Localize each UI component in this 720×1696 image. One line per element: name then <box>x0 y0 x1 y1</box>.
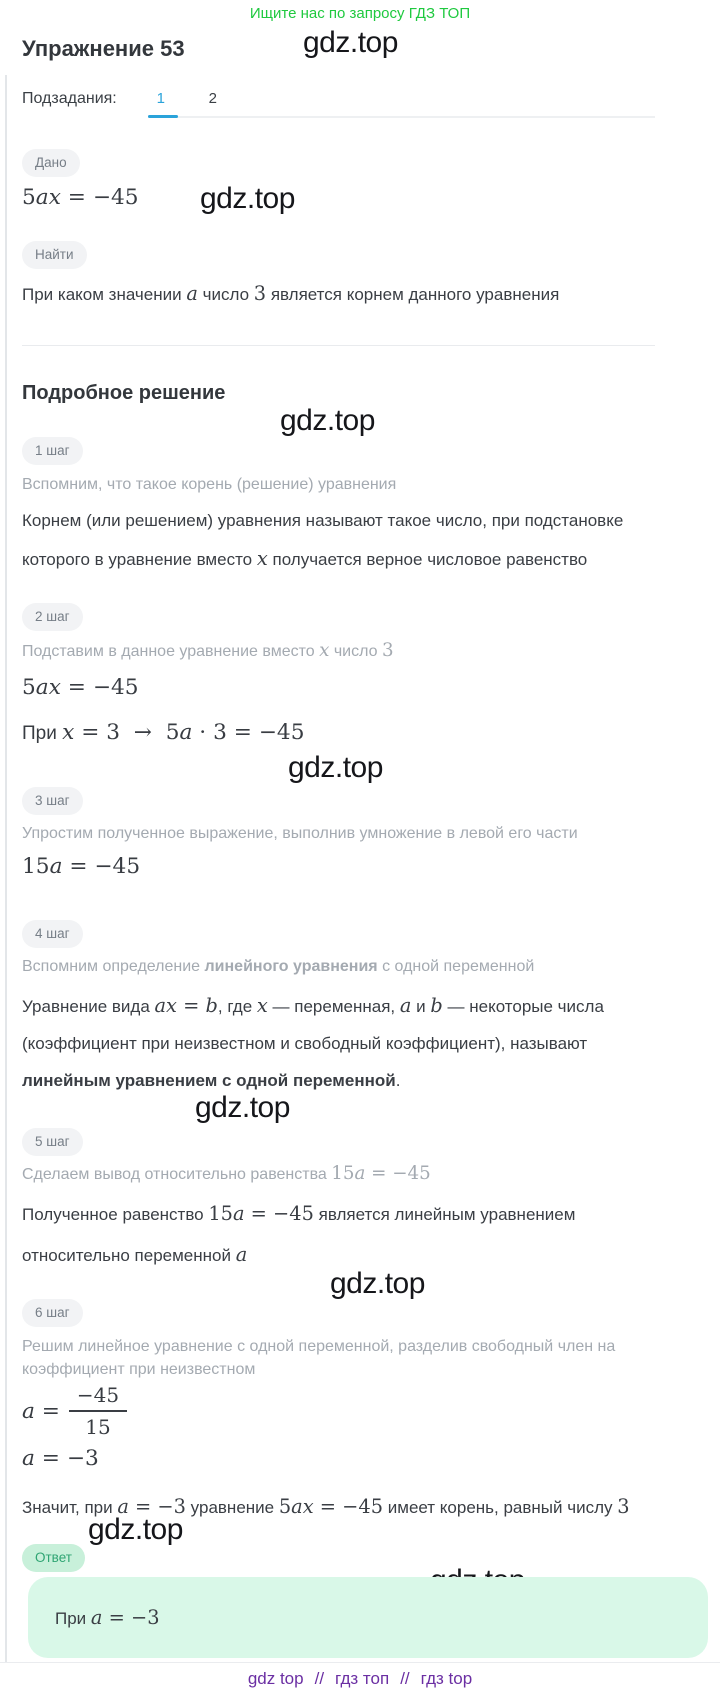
footer-links <box>0 1669 720 1689</box>
card-bottom-edge <box>0 1662 720 1663</box>
step-1-text: Корнем (или решением) уравнения называют такое число, при подстановке которого в уравнение вместо x получается верное числовое равенство <box>22 511 624 570</box>
step-5-text: Полученное равенство 15a = −45 является линейным уравнением относительно переменной a <box>22 1202 576 1266</box>
watermark: gdz.top <box>195 1091 290 1124</box>
find-badge: Найти <box>22 241 87 269</box>
given-equation: 5ax = −45 <box>22 185 139 210</box>
given-badge: Дано <box>22 149 80 177</box>
watermark: gdz.top <box>303 26 398 59</box>
find-text: При каком значении a число 3 является корнем данного уравнения <box>22 282 560 305</box>
footer-link-2[interactable]: гдз топ <box>335 1669 390 1688</box>
step-2-description: Подставим в данное уравнение вместо x число 3 <box>22 640 394 661</box>
watermark: gdz.top <box>280 404 375 437</box>
fraction <box>69 1383 127 1439</box>
active-tab-underline <box>148 115 178 118</box>
watermark: gdz.top <box>88 1513 183 1546</box>
step-1-description: Вспомним, что такое корень (решение) уравнения <box>22 476 397 493</box>
step-4-text: Уравнение вида ax = b, где x — переменная, a и b — некоторые числа (коэффициент при неизвестном и свободный коэффициент), называют линейным уравнением с одной переменной. <box>22 994 604 1090</box>
footer-separator: // <box>400 1669 410 1688</box>
answer-box <box>28 1577 708 1658</box>
tab-subtask-1[interactable]: 1 <box>156 90 165 107</box>
solution-heading: Подробное решение <box>22 382 226 404</box>
step-2-equation-1: 5ax = −45 <box>22 675 139 700</box>
step-5-badge: 5 шаг <box>22 1128 83 1156</box>
subtasks-label: Подзадания: <box>22 90 117 107</box>
footer-separator: // <box>314 1669 325 1688</box>
step-4-description: Вспомним определение линейного уравнения с одной переменной <box>22 958 535 975</box>
section-divider <box>22 345 655 346</box>
conclusion-text: Значит, при a = −3 уравнение 5ax = −45 имеет корень, равный числу 3 <box>22 1495 630 1518</box>
tabs-divider <box>148 115 655 118</box>
step-3-equation: 15a = −45 <box>22 854 141 879</box>
fraction-denominator: 15 <box>85 1415 111 1439</box>
footer-link-3[interactable]: гдз top <box>420 1669 473 1688</box>
step-2-badge: 2 шаг <box>22 603 83 631</box>
fraction-lhs: a = <box>22 1398 67 1424</box>
step-3-description: Упростим полученное выражение, выполнив умножение в левой его части <box>22 825 578 842</box>
tab-subtask-2[interactable]: 2 <box>208 90 217 107</box>
step-5-description: Сделаем вывод относительно равенства 15a = −45 <box>22 1163 431 1184</box>
watermark: gdz.top <box>330 1267 425 1300</box>
answer-badge: Ответ <box>22 1544 85 1572</box>
step-4-badge: 4 шаг <box>22 920 83 948</box>
footer-link-1[interactable]: gdz top <box>247 1669 304 1688</box>
fraction-numerator: −45 <box>69 1383 127 1412</box>
answer-text: При a = −3 <box>55 1606 160 1629</box>
step-1-badge: 1 шаг <box>22 437 83 465</box>
watermark: gdz.top <box>288 751 383 784</box>
promo-banner: Ищите нас по запросу ГДЗ ТОП <box>249 5 471 22</box>
watermark: gdz.top <box>200 182 295 215</box>
step-6-description: Решим линейное уравнение с одной переменной, разделив свободный член на коэффициент при неизвестном <box>22 1338 616 1378</box>
step-6-badge: 6 шаг <box>22 1299 83 1327</box>
page-title: Упражнение 53 <box>22 36 185 61</box>
step-3-badge: 3 шаг <box>22 787 83 815</box>
subtasks-tabs <box>22 90 655 114</box>
step-6-result-equation: a = −3 <box>22 1446 99 1471</box>
step-6-fraction-equation <box>22 1383 655 1439</box>
step-2-equation-2: При x = 3 → 5a · 3 = −45 <box>22 720 305 745</box>
